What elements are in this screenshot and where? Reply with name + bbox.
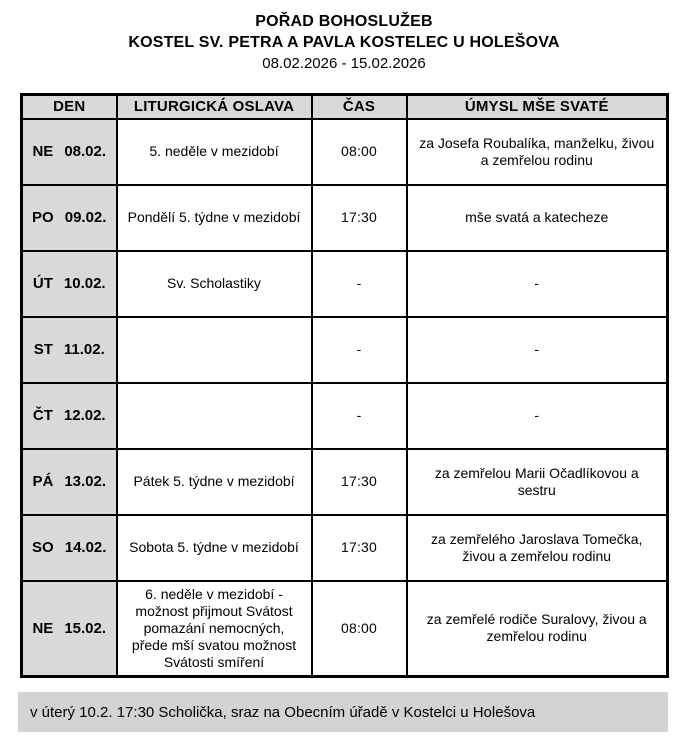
day-date: 08.02. <box>64 143 107 160</box>
intention-cell: - <box>407 317 668 383</box>
day-date: 12.02. <box>63 407 106 424</box>
celebration-cell: Sv. Scholastiky <box>117 251 312 317</box>
day-date: 09.02. <box>64 209 107 226</box>
day-date: 14.02. <box>64 539 107 556</box>
column-header-2: ČAS <box>312 95 407 119</box>
time-cell: 17:30 <box>312 185 407 251</box>
day-cell <box>22 449 117 515</box>
date-range: 08.02.2026 - 15.02.2026 <box>262 55 426 72</box>
day-abbrev: ÚT <box>32 275 53 292</box>
day-date: 10.02. <box>63 275 106 292</box>
page-header <box>0 0 688 74</box>
time-cell: 17:30 <box>312 449 407 515</box>
celebration-cell: Sobota 5. týdne v mezidobí <box>117 515 312 581</box>
celebration-cell: 5. neděle v mezidobí <box>117 119 312 185</box>
day-abbrev: PÁ <box>32 473 54 490</box>
intention-cell: za zemřelou Marii Očadlíkovou a sestru <box>407 449 668 515</box>
celebration-cell: Pátek 5. týdne v mezidobí <box>117 449 312 515</box>
table-row <box>22 251 668 317</box>
celebration-cell <box>117 383 312 449</box>
day-date: 11.02. <box>63 341 105 358</box>
time-cell: 08:00 <box>312 119 407 185</box>
intention-cell: za zemřelé rodiče Suralovy, živou a zemřelou rodinu <box>407 581 668 677</box>
day-cell <box>22 383 117 449</box>
day-cell <box>22 515 117 581</box>
table-row <box>22 581 668 677</box>
column-header-1: LITURGICKÁ OSLAVA <box>117 95 312 119</box>
time-cell: - <box>312 251 407 317</box>
day-cell <box>22 317 117 383</box>
day-cell <box>22 119 117 185</box>
time-cell: 08:00 <box>312 581 407 677</box>
intention-cell: mše svatá a katecheze <box>407 185 668 251</box>
intention-cell: - <box>407 251 668 317</box>
intention-cell: za zemřelého Jaroslava Tomečka, živou a zemřelou rodinu <box>407 515 668 581</box>
celebration-cell <box>117 317 312 383</box>
day-abbrev: SO <box>32 539 54 556</box>
day-date: 15.02. <box>64 619 107 637</box>
celebration-cell: 6. neděle v mezidobí - možnost přijmout Svátost pomazání nemocných, přede mší svatou možnost Svátosti smíření <box>117 581 312 677</box>
time-cell: 17:30 <box>312 515 407 581</box>
table-row <box>22 119 668 185</box>
day-cell <box>22 251 117 317</box>
day-abbrev: ST <box>33 341 53 358</box>
day-abbrev: ČT <box>32 407 53 424</box>
column-header-0: DEN <box>22 95 117 119</box>
footer-note-text: v úterý 10.2. 17:30 Scholička, sraz na Obecním úřadě v Kostelci u Holešova <box>30 703 536 721</box>
day-cell <box>22 581 117 677</box>
column-header-3: ÚMYSL MŠE SVATÉ <box>407 95 668 119</box>
table-header-row <box>22 95 668 119</box>
table-row <box>22 515 668 581</box>
day-abbrev: NE <box>32 619 54 637</box>
table-row <box>22 317 668 383</box>
time-cell: - <box>312 383 407 449</box>
table-row <box>22 449 668 515</box>
intention-cell: - <box>407 383 668 449</box>
time-cell: - <box>312 317 407 383</box>
celebration-cell: Pondělí 5. týdne v mezidobí <box>117 185 312 251</box>
table-row <box>22 383 668 449</box>
schedule-table <box>20 93 669 678</box>
day-date: 13.02. <box>64 473 107 490</box>
page-title: POŘAD BOHOSLUŽEB <box>255 13 433 30</box>
table-row <box>22 185 668 251</box>
day-cell <box>22 185 117 251</box>
church-name: KOSTEL SV. PETRA A PAVLA KOSTELEC U HOLEŠOVA <box>128 34 560 51</box>
day-abbrev: NE <box>32 143 54 160</box>
day-abbrev: PO <box>32 209 54 226</box>
intention-cell: za Josefa Roubalíka, manželku, živou a zemřelou rodinu <box>407 119 668 185</box>
footer-note-bar <box>18 692 668 732</box>
